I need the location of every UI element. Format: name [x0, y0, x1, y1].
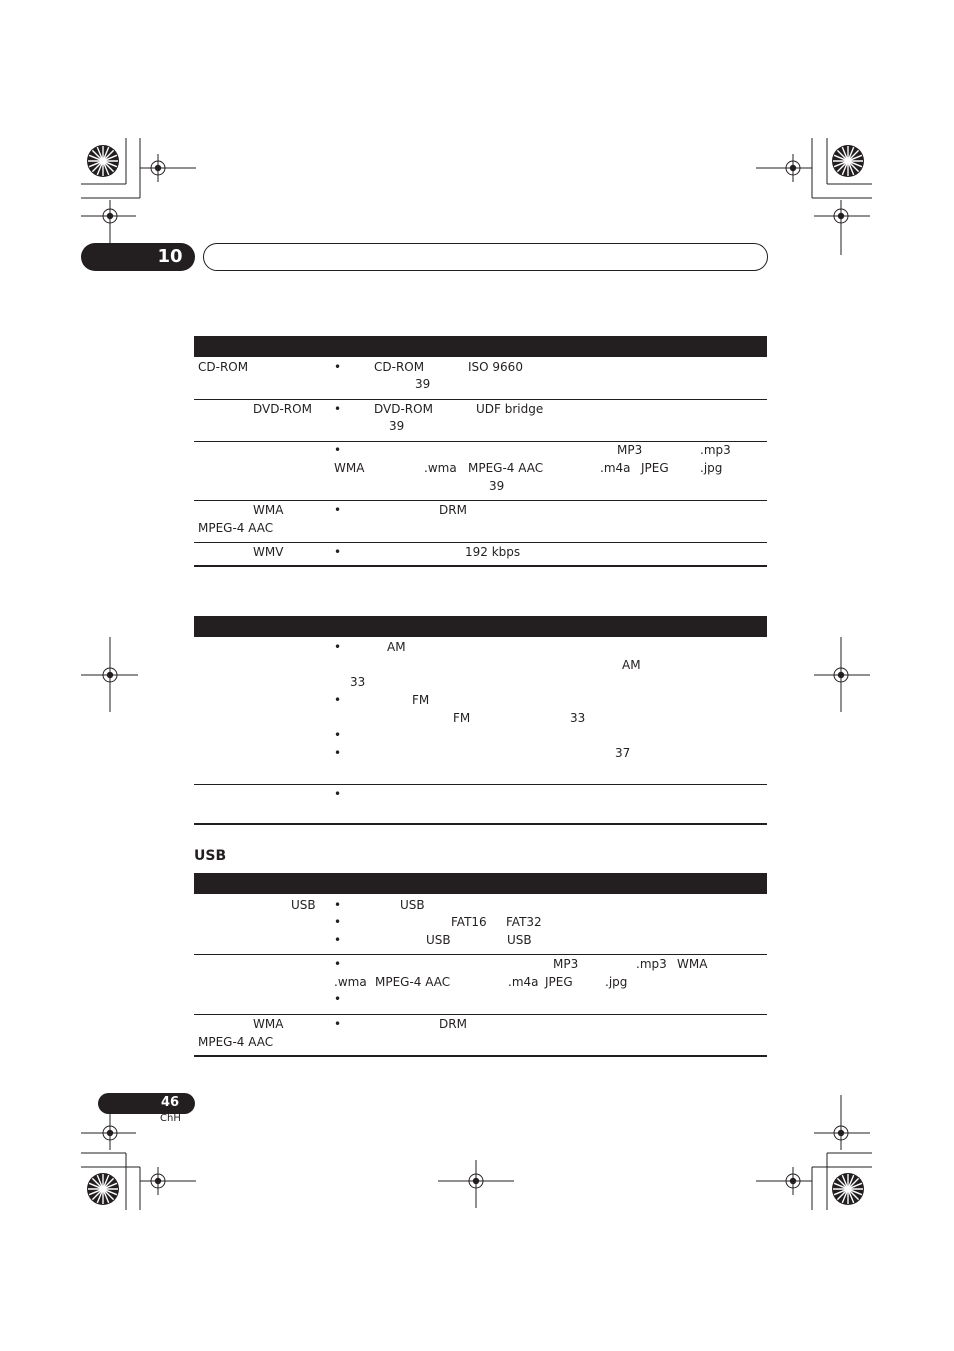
usb-row3-left: WMA — [253, 1017, 284, 1031]
table1-row3-text: JPEG — [641, 461, 669, 475]
table-bottom-rule — [194, 823, 767, 825]
row-divider — [194, 399, 767, 400]
table1-header — [194, 336, 767, 357]
table1-row3-text: WMA — [334, 461, 365, 475]
bullet: • — [334, 640, 342, 654]
bullet: • — [334, 728, 342, 742]
table1-row3-text: .wma — [424, 461, 457, 475]
table1-row1-text: 39 — [415, 377, 431, 391]
usb-row2-text: .mp3 — [636, 957, 667, 971]
table1-row4-left: WMA — [253, 503, 284, 517]
usb-section-heading: USB — [194, 848, 227, 864]
usb-row3-text: DRM — [439, 1017, 467, 1031]
table1-row4-text: DRM — [439, 503, 467, 517]
table2-header — [194, 616, 767, 637]
table1-row1-text: ISO 9660 — [468, 360, 523, 374]
row-divider — [194, 441, 767, 442]
table1-row3-text: MP3 — [617, 443, 643, 457]
table1-row1-left: CD-ROM — [198, 360, 249, 374]
table1-row2-text: 39 — [389, 419, 405, 433]
usb-row1-text: FAT16 — [451, 915, 487, 929]
usb-row2-text: .jpg — [605, 975, 628, 989]
table1-row2-text: DVD-ROM — [374, 402, 433, 416]
usb-row2-text: MP3 — [553, 957, 579, 971]
table1-row5-text: 192 kbps — [465, 545, 521, 559]
bullet: • — [334, 360, 342, 374]
page-number: 46 — [160, 1095, 180, 1110]
row-divider — [194, 500, 767, 501]
table1-row5-left: WMV — [253, 545, 284, 559]
table1-row3-text: 39 — [489, 479, 505, 493]
chapter-number: 10 — [157, 246, 183, 267]
bullet: • — [334, 787, 342, 801]
usb-table-header — [194, 873, 767, 894]
usb-row2-text: .wma — [334, 975, 367, 989]
usb-row1-text: USB — [400, 898, 425, 912]
table2-row1-text: AM — [622, 658, 641, 672]
table2-row1-text: FM — [412, 693, 430, 707]
usb-row3-left: MPEG-4 AAC — [198, 1035, 274, 1049]
bullet: • — [334, 1017, 342, 1031]
bullet: • — [334, 545, 342, 559]
row-divider — [194, 954, 767, 955]
chapter-title-box — [203, 243, 768, 271]
table1-row3-text: .mp3 — [700, 443, 731, 457]
usb-row2-text: .m4a — [508, 975, 539, 989]
usb-row2-text: WMA — [677, 957, 708, 971]
bullet: • — [334, 933, 342, 947]
usb-row1-text: FAT32 — [506, 915, 542, 929]
usb-row2-text: JPEG — [545, 975, 573, 989]
table2-row1-text: 37 — [615, 746, 631, 760]
table1-row3-text: .m4a — [600, 461, 631, 475]
table-bottom-rule — [194, 1055, 767, 1057]
usb-row1-left: USB — [291, 898, 316, 912]
table1-row4-left: MPEG-4 AAC — [198, 521, 274, 535]
row-divider — [194, 784, 767, 785]
bullet: • — [334, 992, 342, 1006]
bullet: • — [334, 443, 342, 457]
table1-row3-text: MPEG-4 AAC — [468, 461, 544, 475]
bullet: • — [334, 693, 342, 707]
table1-row2-left: DVD-ROM — [253, 402, 312, 416]
bullet: • — [334, 957, 342, 971]
bullet: • — [334, 402, 342, 416]
bullet: • — [334, 503, 342, 517]
table-bottom-rule — [194, 565, 767, 567]
table1-row3-text: .jpg — [700, 461, 723, 475]
row-divider — [194, 542, 767, 543]
table1-row1-text: CD-ROM — [374, 360, 425, 374]
table2-row1-text: 33 — [570, 711, 586, 725]
bullet: • — [334, 746, 342, 760]
bullet: • — [334, 898, 342, 912]
usb-row1-text: USB — [426, 933, 451, 947]
table2-row1-text: FM — [453, 711, 471, 725]
table2-row1-text: 33 — [350, 675, 366, 689]
page-language-code: ChH — [160, 1113, 181, 1124]
table2-row1-text: AM — [387, 640, 406, 654]
row-divider — [194, 1014, 767, 1015]
bullet: • — [334, 915, 342, 929]
usb-row1-text: USB — [507, 933, 532, 947]
usb-row2-text: MPEG-4 AAC — [375, 975, 451, 989]
table1-row2-text: UDF bridge — [476, 402, 544, 416]
